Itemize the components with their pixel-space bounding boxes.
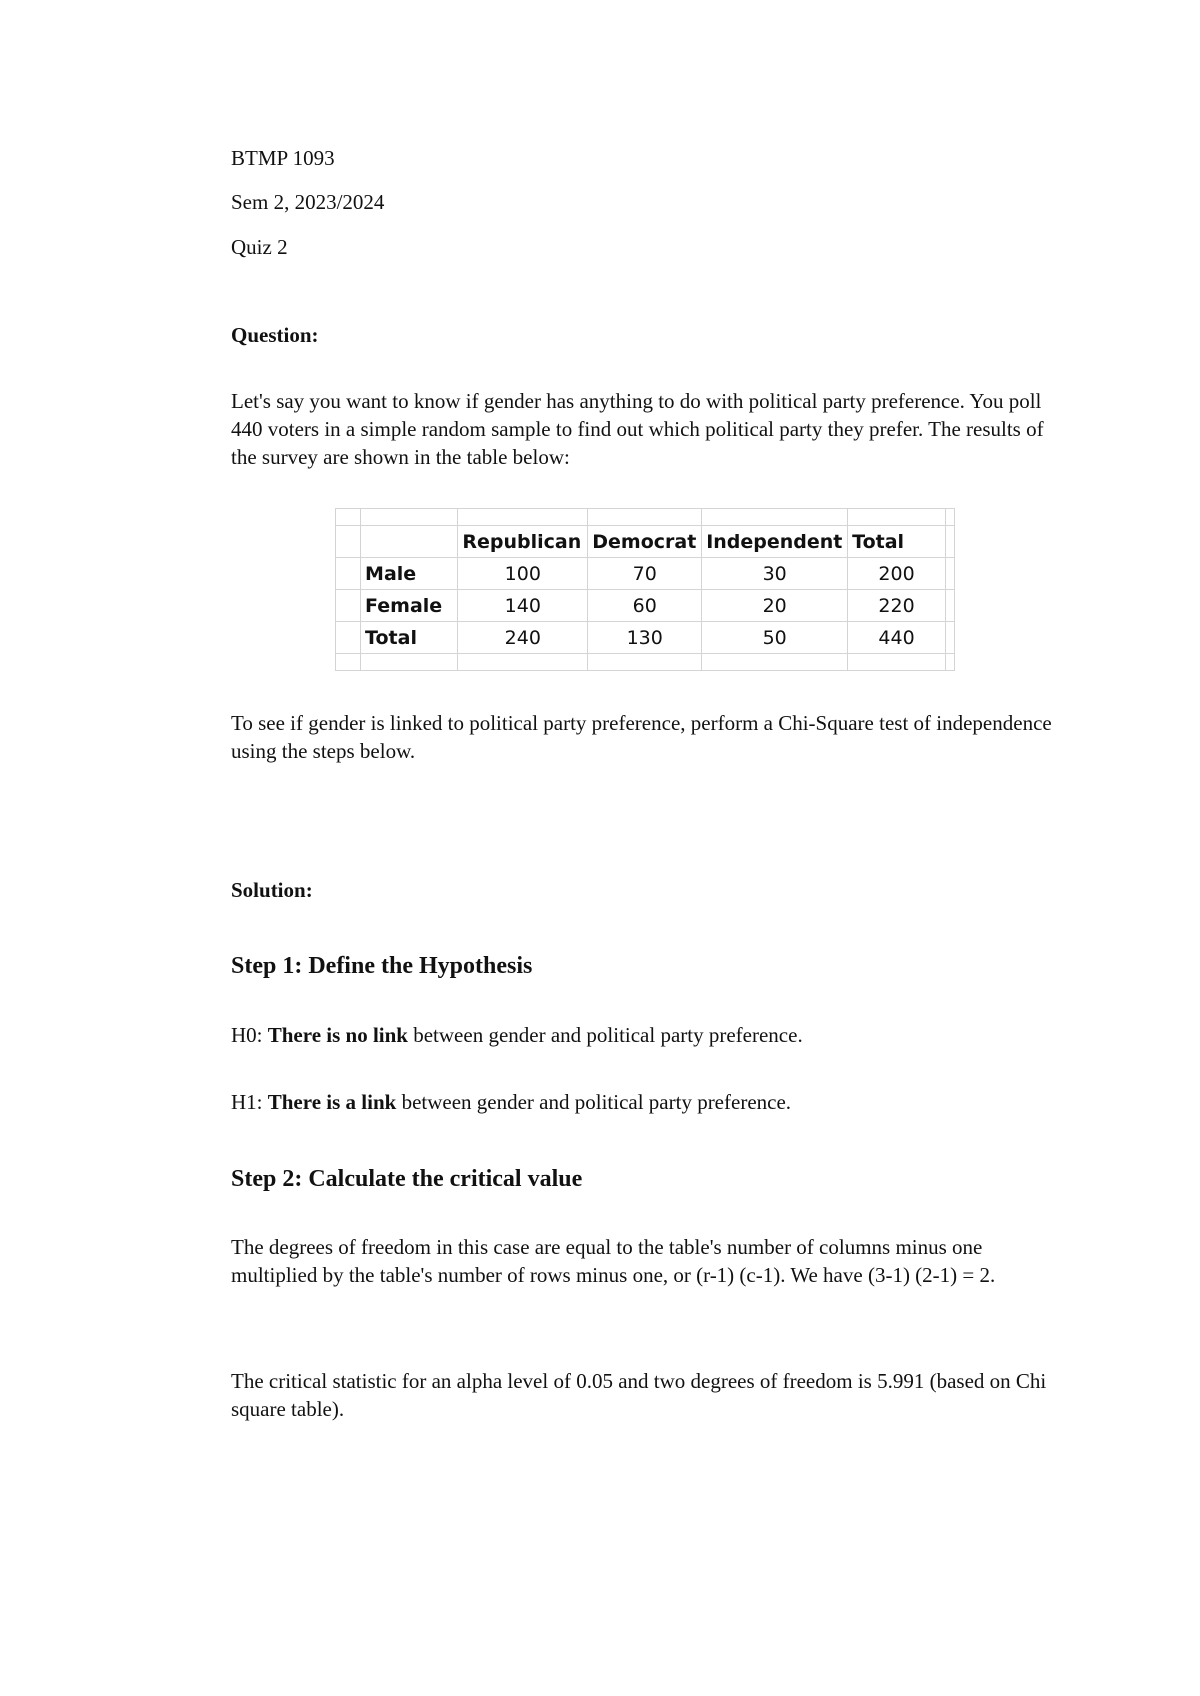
h0-emphasis: There is no link [267, 1023, 408, 1047]
question-label: Question: [231, 323, 319, 347]
table-cell: 50 [702, 622, 848, 654]
table-cell: 140 [458, 590, 588, 622]
h1-rest: between gender and political party preference. [396, 1090, 792, 1114]
h0-prefix: H0: [231, 1023, 268, 1047]
h1-emphasis: There is a link [267, 1090, 397, 1114]
quiz-label: Quiz 2 [231, 235, 288, 259]
course-code: BTMP 1093 [231, 146, 335, 170]
h1-prefix: H1: [231, 1090, 268, 1114]
semester-label: Sem 2, 2023/2024 [231, 190, 385, 214]
row-header-female: Female [361, 590, 458, 622]
table-cell: 200 [848, 558, 946, 590]
hypothesis-h1 [231, 1088, 791, 1116]
hypothesis-h0 [231, 1021, 803, 1049]
row-header-male: Male [361, 558, 458, 590]
table-spacer-row [336, 509, 955, 526]
row-header-total: Total [361, 622, 458, 654]
col-header-independent: Independent [702, 526, 848, 558]
table-cell: 70 [588, 558, 702, 590]
question-intro: Let's say you want to know if gender has anything to do with political party preference. You poll 440 voters in a simple random sample to find out which political party they prefer. The results of the survey are shown in the table below: [231, 389, 1044, 469]
solution-label: Solution: [231, 878, 313, 902]
survey-table [335, 508, 955, 671]
table-row [336, 558, 955, 590]
table-cell: 240 [458, 622, 588, 654]
table-cell: 100 [458, 558, 588, 590]
step2-critical-paragraph: The critical statistic for an alpha level of 0.05 and two degrees of freedom is 5.991 (based on Chi square table). [231, 1369, 1047, 1421]
step2-heading: Step 2: Calculate the critical value [231, 1166, 583, 1192]
table-cell: 440 [848, 622, 946, 654]
step1-heading: Step 1: Define the Hypothesis [231, 953, 533, 979]
table-cell: 60 [588, 590, 702, 622]
table-cell: 220 [848, 590, 946, 622]
table-cell: 20 [702, 590, 848, 622]
step2-degrees-paragraph: The degrees of freedom in this case are equal to the table's number of columns minus one multiplied by the table's number of rows minus one, or (r-1) (c-1). We have (3-1) (2-1) = 2. [231, 1235, 996, 1287]
table-row [336, 622, 955, 654]
col-header-total: Total [848, 526, 946, 558]
table-cell: 30 [702, 558, 848, 590]
table-row [336, 590, 955, 622]
question-instruction: To see if gender is linked to political party preference, perform a Chi-Square test of independence using the steps below. [231, 711, 1052, 763]
table-header-row [336, 526, 955, 558]
table-cell: 130 [588, 622, 702, 654]
h0-rest: between gender and political party preference. [407, 1023, 803, 1047]
col-header-republican: Republican [458, 526, 588, 558]
col-header-democrat: Democrat [588, 526, 702, 558]
table-spacer-row [336, 654, 955, 671]
survey-table-region [335, 508, 955, 668]
